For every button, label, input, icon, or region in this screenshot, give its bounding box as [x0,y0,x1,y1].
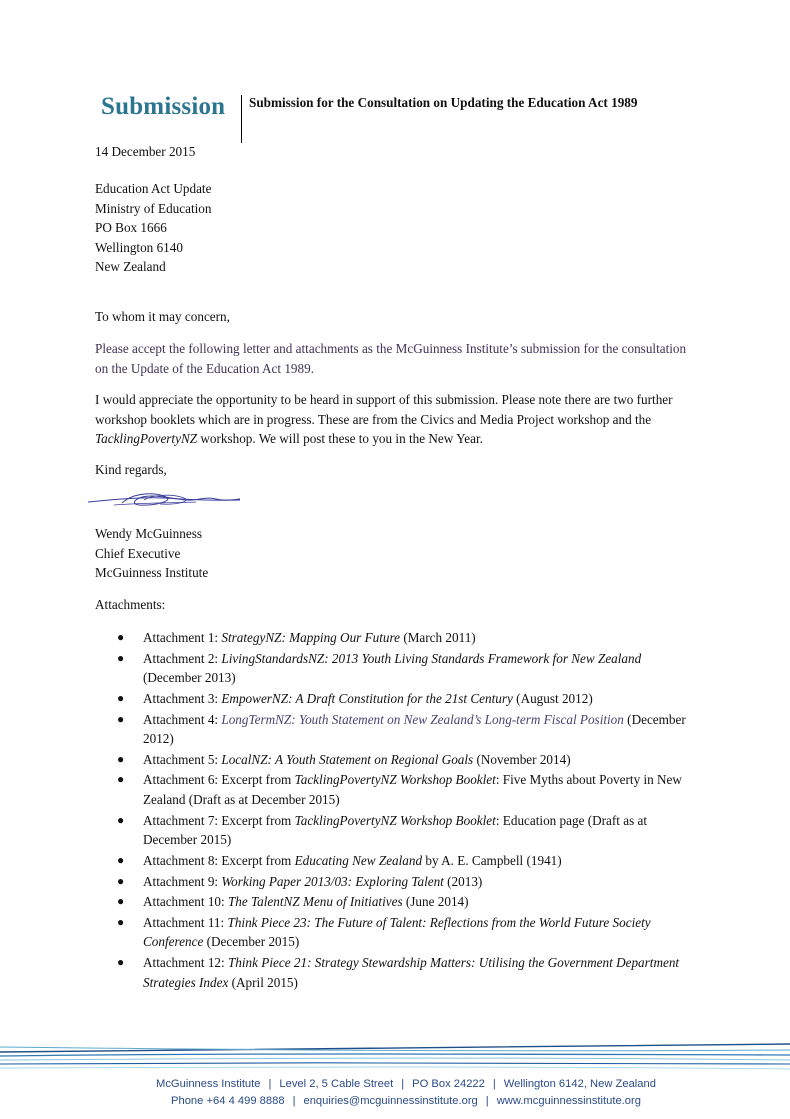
paragraph-hearing: I would appreciate the opportunity to be heard in support of this submission. Please note there are two further workshop booklets which are in progress. These are from the Civics and Media Project workshop and the TacklingPovertyNZ workshop. We will post these to you in the New Year. [95,392,673,446]
address-line: Education Act Update [95,181,212,196]
footer-wave-lines [0,1038,790,1072]
bullet-icon: ● [117,873,125,888]
attachment-item: ● Attachment 9: Working Paper 2013/03: Exploring Talent (2013) [95,872,695,892]
attachment-item: ● Attachment 11: Think Piece 23: The Future of Talent: Reflections from the World Future Society Conference (December 2015) [117,914,651,950]
footer-website-link[interactable]: www.mcguinnessinstitute.org [496,1095,641,1107]
signatory-org: McGuinness Institute [95,565,209,580]
signatory-role: Chief Executive [95,545,181,561]
footer-address-line: McGuinness Institute | Level 2, 5 Cable Street | PO Box 24222 | Wellington 6142, New Zealand [156,1078,656,1090]
address-line: PO Box 1666 [95,220,167,235]
attachments-label: Attachments: [95,597,166,612]
attachment-item: ● Attachment 3: EmpowerNZ: A Draft Constitution for the 21st Century (August 2012) [95,689,695,709]
address-line: Ministry of Education [95,200,212,216]
signatory-block [95,524,705,583]
attachment-item: ● Attachment 6: Excerpt from TacklingPovertyNZ Workshop Booklet: Five Myths about Poverty in New Zealand (Draft as at December 2015) [117,772,682,807]
salutation: To whom it may concern, [95,309,230,324]
address-line: Wellington 6140 [95,239,183,255]
attachment-item: ● Attachment 12: Think Piece 21: Strategy Stewardship Matters: Utilising the Government Department Strategies Index (April 2015) [117,955,680,990]
address-line: New Zealand [95,259,166,274]
handwritten-signature [84,488,244,512]
attachment-item: ● Attachment 10: The TalentNZ Menu of Initiatives (June 2014) [95,892,695,912]
attachment-item: ● Attachment 4: LongTermNZ: Youth Statement on New Zealand’s Long-term Fiscal Position (December 2012) [117,711,686,747]
paragraph-intro: Please accept the following letter and attachments as the McGuinness Institute’s submission for the consultation on the Update of the Education Act 1989. [95,341,687,376]
attachment-item: ● Attachment 7: Excerpt from TacklingPovertyNZ Workshop Booklet: Education page (Draft as at December 2015) [117,812,648,848]
bullet-icon: ● [117,690,125,705]
bullet-icon: ● [117,955,125,970]
recipient-address [95,179,705,277]
bullet-icon: ● [117,914,125,929]
bullet-icon: ● [117,711,125,726]
bullet-icon: ● [117,630,125,644]
tacklingpoverty-name: TacklingPovertyNZ [95,431,198,446]
footer-contact-line: Phone +64 4 499 8888 | enquiries@mcguinnessinstitute.org | www.mcguinnessinstitute.org [171,1095,641,1107]
attachment-item: ● Attachment 5: LocalNZ: A Youth Statement on Regional Goals (November 2014) [95,750,695,770]
bullet-icon: ● [117,751,125,766]
footer-email-link[interactable]: enquiries@mcguinnessinstitute.org [303,1095,478,1107]
bullet-icon: ● [117,894,125,909]
footer-phone: Phone +64 4 499 8888 [171,1095,285,1107]
attachment-item: ● Attachment 2: LivingStandardsNZ: 2013 Youth Living Standards Framework for New Zealand (December 2013) [117,650,642,686]
letter-date: 14 December 2015 [95,144,196,159]
header-divider [241,95,242,143]
signatory-name: Wendy McGuinness [95,526,202,541]
document-title: Submission for the Consultation on Updating the Education Act 1989 [249,95,638,110]
bullet-icon: ● [117,650,125,665]
submission-heading: Submission [101,93,226,120]
bullet-icon: ● [117,772,125,787]
bullet-icon: ● [117,852,125,867]
attachment-item: ● Attachment 1: StrategyNZ: Mapping Our Future (March 2011) [95,628,695,648]
bullet-icon: ● [117,812,125,827]
attachment-item: ● Attachment 8: Excerpt from Educating New Zealand by A. E. Campbell (1941) [95,851,695,871]
closing: Kind regards, [95,462,167,477]
attachments-list [95,628,695,993]
